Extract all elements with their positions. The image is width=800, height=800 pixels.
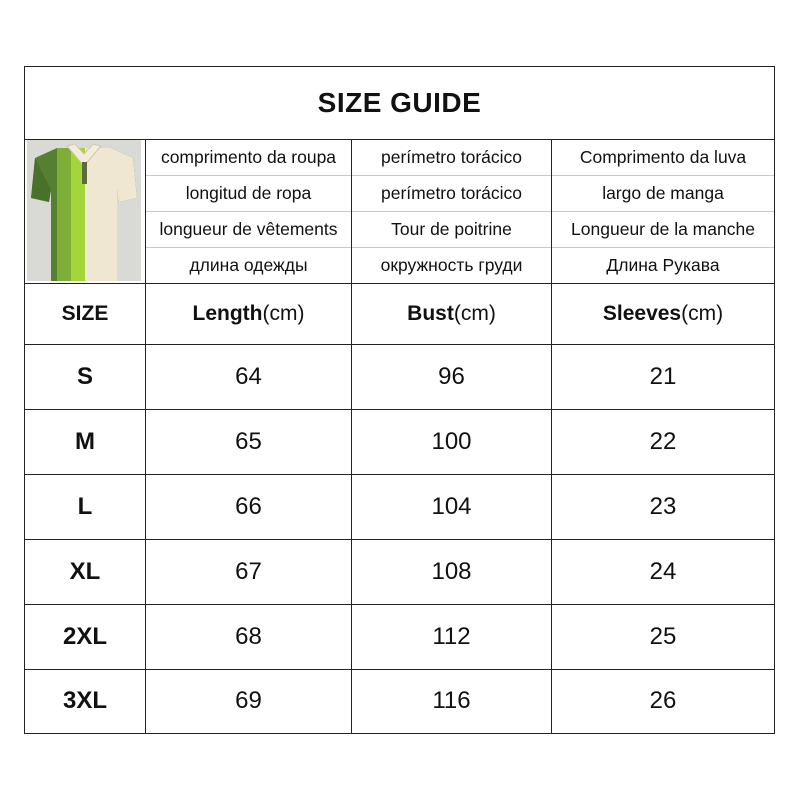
header-sleeves-label: Sleeves bbox=[602, 301, 682, 325]
table-title: SIZE GUIDE bbox=[317, 87, 482, 118]
translation-length-pt: comprimento da roupa bbox=[160, 146, 337, 167]
translation-sleeves-ru: Длина Рукава bbox=[606, 254, 720, 275]
row-sleeves: 26 bbox=[649, 687, 677, 714]
size-guide-table bbox=[24, 66, 775, 734]
header-sleeves-unit: (cm) bbox=[681, 301, 724, 325]
row-sleeves: 25 bbox=[649, 622, 677, 650]
header-size: SIZE bbox=[61, 301, 109, 325]
row-sleeves: 21 bbox=[649, 362, 677, 390]
header-length bbox=[146, 283, 351, 344]
row-size: 2XL bbox=[62, 622, 107, 650]
polo-shirt-image bbox=[27, 140, 141, 281]
row-size: L bbox=[77, 492, 93, 520]
row-size: M bbox=[75, 427, 95, 455]
translation-bust-fr: Tour de poitrine bbox=[391, 218, 512, 239]
row-bust: 116 bbox=[432, 687, 471, 714]
translation-bust-pt: perímetro torácico bbox=[380, 146, 523, 167]
header-sleeves bbox=[552, 283, 774, 344]
row-bust: 104 bbox=[431, 492, 472, 520]
row-size: S bbox=[76, 362, 93, 390]
translation-bust-ru: окружность груди bbox=[380, 254, 523, 275]
header-bust bbox=[352, 283, 551, 344]
row-length: 67 bbox=[235, 557, 262, 585]
row-bust: 100 bbox=[431, 427, 472, 455]
translation-sleeves-fr: Longueur de la manche bbox=[571, 218, 755, 239]
translation-length-es: longitud de ropa bbox=[185, 182, 312, 203]
row-length: 69 bbox=[235, 687, 262, 714]
translation-sleeves-es: largo de manga bbox=[602, 182, 724, 203]
row-size: XL bbox=[69, 557, 101, 585]
row-bust: 108 bbox=[431, 557, 472, 585]
row-length: 68 bbox=[235, 622, 262, 650]
row-length: 64 bbox=[235, 362, 262, 390]
header-length-unit: (cm) bbox=[262, 301, 305, 325]
header-length-label: Length bbox=[192, 301, 263, 325]
row-length: 66 bbox=[235, 492, 262, 520]
row-sleeves: 22 bbox=[649, 427, 677, 455]
row-bust: 96 bbox=[438, 362, 465, 390]
translation-length-ru: длина одежды bbox=[189, 254, 308, 275]
row-size: 3XL bbox=[62, 687, 107, 714]
row-length: 65 bbox=[235, 427, 262, 455]
translation-length-fr: longueur de vêtements bbox=[159, 218, 338, 239]
translation-bust-es: perímetro torácico bbox=[380, 182, 523, 203]
header-bust-label: Bust bbox=[407, 301, 454, 325]
row-sleeves: 24 bbox=[649, 557, 677, 585]
row-bust: 112 bbox=[432, 622, 471, 650]
translation-sleeves-pt: Comprimento da luva bbox=[579, 146, 747, 167]
row-sleeves: 23 bbox=[649, 492, 677, 520]
header-bust-unit: (cm) bbox=[453, 301, 496, 325]
